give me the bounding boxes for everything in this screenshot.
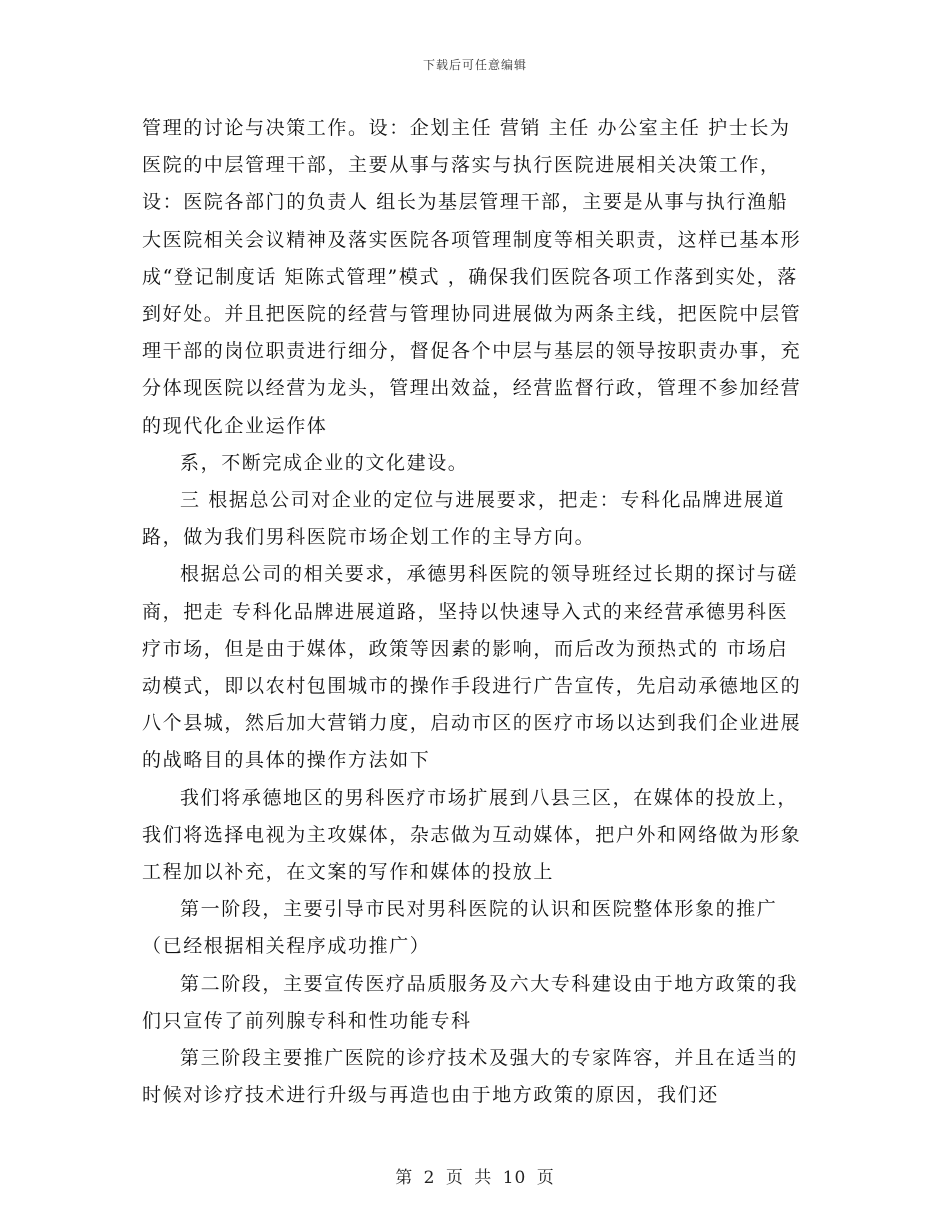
paragraph: 第二阶段，主要宣传医疗品质服务及六大专科建设由于地方政策的我们只宣传了前列腺专科和性功能专科 [142,972,799,1032]
page-header-note: 下载后可任意编辑 [422,58,527,72]
paragraph: 系，不断完成企业的文化建设。 [180,451,469,474]
paragraph: 第一阶段，主要引导市民对男科医院的认识和医院整体形象的推广（已经根据相关程序成功推广） [142,898,778,958]
paragraph: 我们将承德地区的男科医疗市场扩展到八县三区，在媒体的投放上，我们将选择电视为主攻媒体，杂志做为互动媒体，把户外和网络做为形象工程加以补充，在文案的写作和媒体的投放上 [142,786,802,884]
paragraph: 根据总公司的相关要求，承德男科医院的领导班经过长期的探讨与磋商，把走 专科化品牌进展道路，坚持以快速导入式的来经营承德男科医疗市场，但是由于媒体，政策等因素的影响，而后改为预热式的 市场启动模式，即以农村包围城市的操作手段进行广告宣传，先启动承德地区的八个县城，然后加大营销力度，启动市区的医疗市场以达到我们企业进展的战略目的具体的操作方法如下 [142,563,802,772]
paragraph: 第三阶段主要推广医院的诊疗技术及强大的专家阵容，并且在适当的时候对诊疗技术进行升级与再造也由于地方政策的原因，我们还 [142,1047,799,1107]
paragraph: 管理的讨论与决策工作。设：企划主任 营销 主任 办公室主任 护士长为医院的中层管理干部，主要从事与落实与执行医院进展相关决策工作，设：医院各部门的负责人 组长为基层管理干部，主要是从事与执行渔船大医院相关会议精神及落实医院各项管理制度等相关职责，这样已基本形成“登记制度话 矩陈式管理”模式 ，确保我们医院各项工作落到实处，落到好处。并且把医院的经营与管理协同进展做为两条主线，把医院中层管理干部的岗位职责进行细分，督促各个中层与基层的领导按职责办事，充分体现医院以经营为龙头，管理出效益，经营监督行政，管理不参加经营的现代化企业运作体 [142,117,802,437]
paragraph: 三 根据总公司对企业的定位与进展要求，把走：专科化品牌进展道路，做为我们男科医院市场企划工作的主导方向。 [142,489,786,549]
document-body [142,110,808,1114]
page-number-footer: 第 2 页 共 10 页 [395,1168,555,1188]
